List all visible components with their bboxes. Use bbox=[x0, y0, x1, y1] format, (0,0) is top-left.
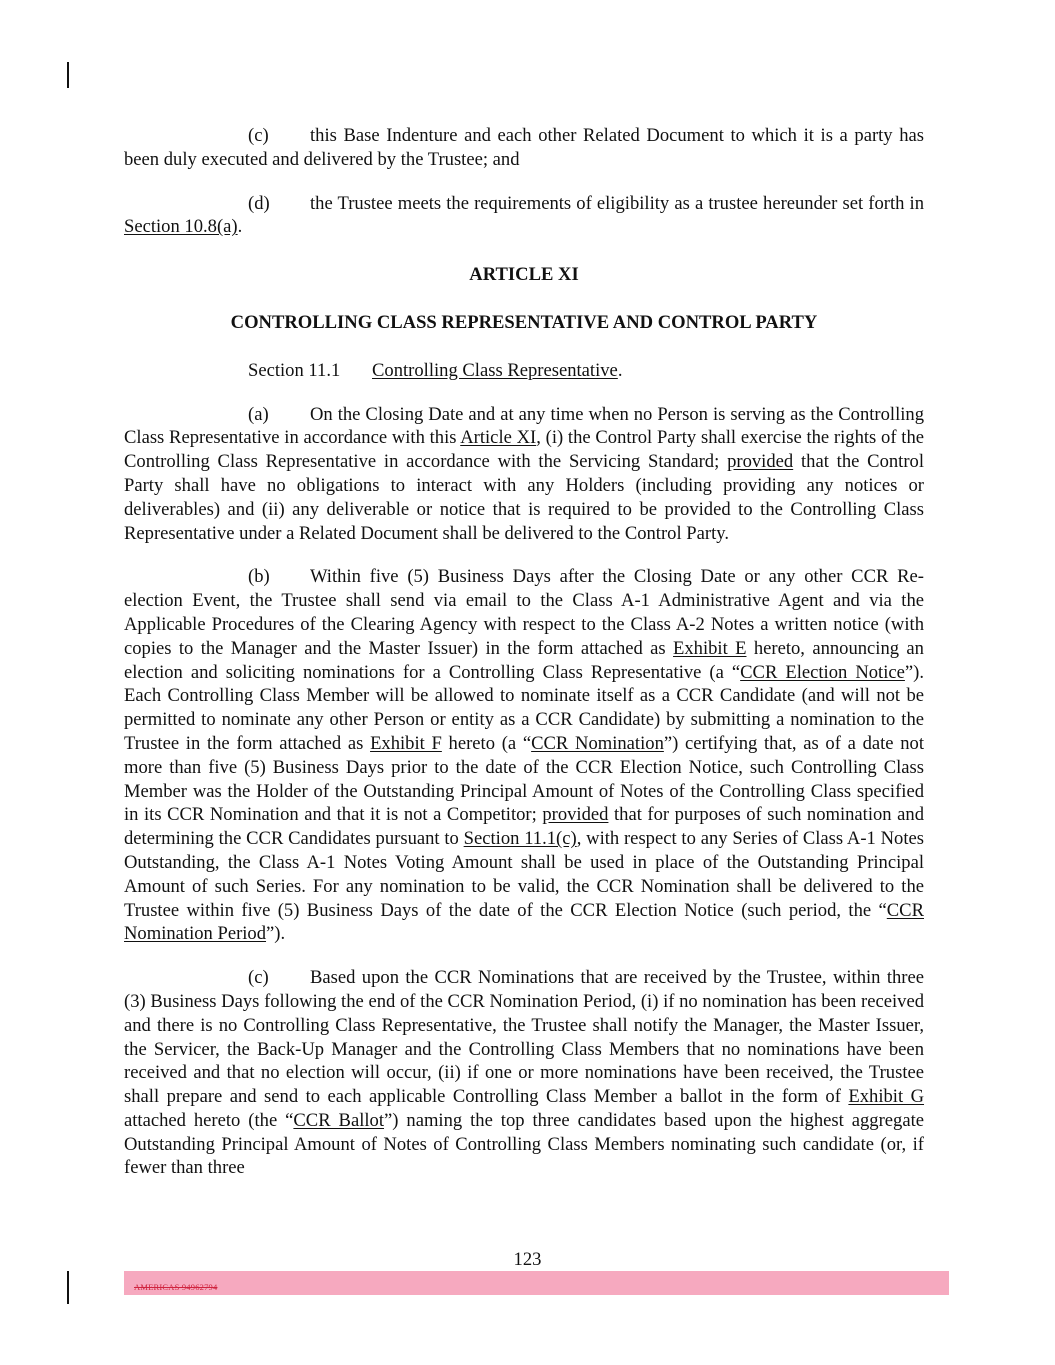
paragraph-text: that for purposes of such nomination and determining the CCR Candidates pursuant to bbox=[124, 804, 924, 850]
paragraph-b-ccr-election bbox=[124, 565, 924, 946]
revision-bar-top bbox=[67, 62, 69, 88]
paragraph-text: , with respect to any Series of Class A-1 Notes Outstanding, the Class A-1 Notes Voting Amount shall be used in place of the Outstanding Principal Amount of such Series. For any nomination to be valid, the CCR Nomination shall be delivered to the Trustee within five (5) Business Days of the date of the CCR Election Notice (such period, the “ bbox=[124, 828, 924, 921]
section-reference-link[interactable]: Section 10.8(a) bbox=[124, 216, 238, 238]
paragraph-text: . bbox=[237, 216, 243, 238]
paragraph-c-ccr-nominations bbox=[124, 966, 924, 1180]
defined-term: CCR Election Notice bbox=[740, 661, 905, 683]
paragraph-text: Based upon the CCR Nominations that are received by the Trustee, within three (3) Business Days following the end of the CCR Nomination Period, (i) if no nomination has been received and there is no Controlling Class Representative, the Trustee shall notify the Manager, the Master Issuer, the Servicer, the Back-Up Manager and the Controlling Class Members that no nominations have been received and that no election will occur, (ii) if one or more nominations have been received, the Trustee shall prepare and send to each applicable Controlling Class Member a ballot in the form of bbox=[124, 967, 924, 1108]
defined-term: CCR Nomination Period bbox=[124, 899, 924, 945]
paragraph-d-trustee-eligibility bbox=[124, 192, 924, 240]
document-body bbox=[124, 124, 924, 1200]
article-reference-link[interactable]: Article XI bbox=[460, 427, 537, 449]
paragraph-text: ”) certifying that, as of a date not more than five (5) Business Days prior to the date of the CCR Election Notice, such Controlling Class Member was the Holder of the Outstanding Principal Amount of Notes of the Controlling Class specified in its CCR Nomination and that it is not a Competitor; bbox=[124, 732, 924, 826]
exhibit-g-link[interactable]: Exhibit G bbox=[848, 1086, 925, 1108]
paragraph-label: (c) bbox=[248, 967, 269, 989]
footer-band bbox=[124, 1271, 949, 1295]
page-number: 123 bbox=[513, 1249, 542, 1270]
exhibit-e-link[interactable]: Exhibit E bbox=[673, 637, 747, 659]
article-title: ARTICLE XI bbox=[469, 264, 579, 286]
paragraph-text: Within five (5) Business Days after the Closing Date or any other CCR Re-election Event, the Trustee shall send via email to the Class A-1 Administrative Agent and via the Applicable Procedures of the Clearing Agency with respect to the Class A-2 Notes a written notice (with copies to the Manager and the Master Issuer) in the form attached as bbox=[124, 566, 924, 659]
paragraph-a-control-party bbox=[124, 403, 924, 546]
paragraph-text: ”). bbox=[266, 923, 286, 945]
paragraph-label: (d) bbox=[248, 192, 270, 214]
exhibit-f-link[interactable]: Exhibit F bbox=[370, 732, 442, 754]
paragraph-c-trustee-execution bbox=[124, 124, 924, 172]
paragraph-label: (a) bbox=[248, 403, 269, 425]
paragraph-text: the Trustee meets the requirements of eligibility as a trustee hereunder set forth in bbox=[310, 192, 924, 214]
section-reference-link[interactable]: Section 11.1(c) bbox=[463, 828, 577, 850]
article-subtitle: CONTROLLING CLASS REPRESENTATIVE AND CONTROL PARTY bbox=[230, 311, 818, 333]
defined-term: provided bbox=[727, 451, 794, 473]
defined-term: provided bbox=[542, 804, 609, 826]
section-heading bbox=[124, 359, 924, 383]
paragraph-text: hereto (a “ bbox=[441, 732, 532, 754]
paragraph-text: ”) naming the top three candidates based upon the highest aggregate Outstanding Principal Amount of Notes of Controlling Class Members nominating such candidate (or, if fewer than three bbox=[124, 1109, 925, 1179]
document-id: AMERICAS 94962794 bbox=[134, 1282, 218, 1292]
paragraph-text: attached hereto (the “ bbox=[124, 1109, 294, 1131]
paragraph-text: that the Control Party shall have no obligations to interact with any Holders (including providing any notices or deliverables) and (ii) any deliverable or notice that is required to be provided to the Controlling Class Representative under a Related Document shall be delivered to the Control Party. bbox=[124, 451, 924, 544]
section-title-end: . bbox=[617, 359, 623, 381]
paragraph-label: (c) bbox=[248, 125, 269, 146]
section-number: Section 11.1 bbox=[248, 359, 341, 381]
section-title: Controlling Class Representative bbox=[372, 359, 618, 381]
paragraph-text: hereto, announcing an election and soliciting nominations for a Controlling Class Representative (a “ bbox=[124, 637, 924, 683]
paragraph-label: (b) bbox=[248, 566, 270, 588]
defined-term: CCR Ballot bbox=[293, 1109, 385, 1131]
defined-term: CCR Nomination bbox=[531, 732, 664, 754]
paragraph-text: On the Closing Date and at any time when no Person is serving as the Controlling Class Representative in accordance with this bbox=[124, 403, 924, 449]
paragraph-text: this Base Indenture and each other Related Document to which it is a party has been duly executed and delivered by the Trustee; and bbox=[124, 125, 924, 170]
paragraph-text: ”). Each Controlling Class Member will be allowed to nominate itself as a CCR Candidate (and will not be permitted to nominate any other Person or entity as a CCR Candidate) by submitting a nomination to the Trustee in the form attached as bbox=[124, 661, 924, 754]
paragraph-text: , (i) the Control Party shall exercise the rights of the Controlling Class Representative in accordance with the Servicing Standard; bbox=[124, 427, 924, 473]
revision-bar-bottom bbox=[67, 1271, 69, 1304]
